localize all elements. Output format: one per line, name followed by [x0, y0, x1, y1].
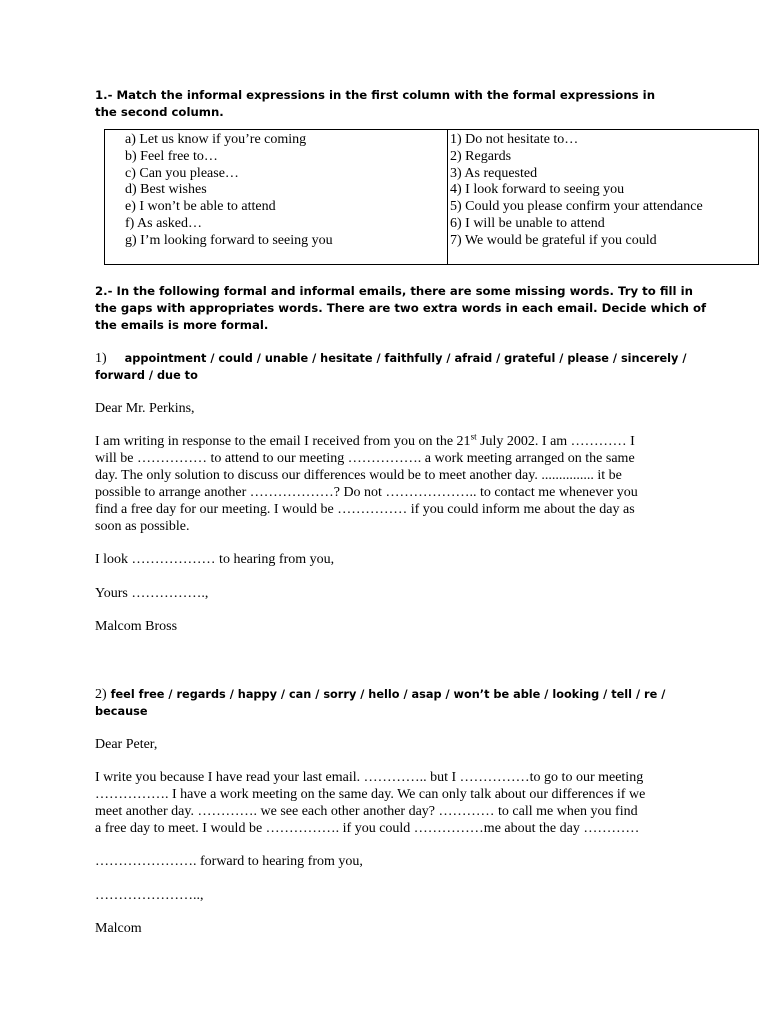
email2-word-list: feel free / regards / happy / can / sorry / hello / asap / won’t be able / looking / tell / re /: [110, 688, 666, 701]
formal-item-2: 2) Regards: [450, 148, 512, 164]
ordinal-suffix: st: [470, 431, 477, 442]
matching-table: [104, 129, 759, 265]
email1-body-line1: I am writing in response to the email I received from you on the 21st July 2002. I am ………… I: [95, 431, 635, 449]
informal-item-a: a) Let us know if you’re coming: [125, 132, 307, 147]
email1-word-list-line1: [95, 350, 686, 367]
email2-closing-line: …………………. forward to hearing from you,: [95, 854, 363, 869]
email1-word-list-line2: forward / due to: [95, 369, 198, 382]
email1-number: 1): [95, 351, 107, 366]
exercise1-title-line2: the second column.: [95, 105, 224, 119]
informal-item-g: g) I’m looking forward to seeing you: [125, 232, 333, 248]
email1-word-list: appointment / could / unable / hesitate / faithfully / afraid / grateful / please / sincerely /: [124, 352, 687, 365]
email1-closing-line: I look ……………… to hearing from you,: [95, 552, 335, 567]
informal-column: [105, 130, 448, 265]
email2-number: 2): [95, 687, 107, 702]
email2-sign-off: …………………..,: [95, 888, 204, 903]
informal-item-b: b) Feel free to…: [125, 148, 218, 164]
email1-body-line5: find a free day for our meeting. I would be …………… if you could inform me about the day as: [95, 502, 635, 517]
email1-sign-off: Yours …………….,: [95, 586, 209, 601]
informal-item-d: d) Best wishes: [125, 182, 207, 198]
email2-word-list-line1: [95, 686, 665, 703]
email2-body-line2: ……………. I have a work meeting on the same day. We can only talk about our differences if we: [95, 787, 646, 802]
formal-item-5: 5) Could you please confirm your attendance: [450, 199, 703, 215]
formal-item-4: 4) I look forward to seeing you: [450, 182, 625, 198]
formal-item-6: 6) I will be unable to attend: [450, 215, 605, 231]
email2-signature: Malcom: [95, 921, 142, 936]
formal-item-1: 1) Do not hesitate to…: [450, 132, 579, 147]
informal-item-e: e) I won’t be able to attend: [125, 199, 276, 215]
email1-body-line3: day. The only solution to discuss our differences would be to meet another day. ............... it be: [95, 468, 622, 483]
exercise2-title-line2: the gaps with appropriates words. There are two extra words in each email. Decide which of: [95, 301, 707, 315]
email2-word-list-line2: because: [95, 705, 148, 718]
exercise1-title-line1: 1.- Match the informal expressions in the first column with the formal expressions in: [95, 88, 656, 102]
email1-body-line4: possible to arrange another ………………? Do not ……………….. to contact me whenever you: [95, 485, 638, 500]
email2-body-line3: meet another day. …………. we see each other another day? ………… to call me when you find: [95, 804, 638, 819]
email1-body-line6: soon as possible.: [95, 519, 190, 534]
exercise2-title-line1: 2.- In the following formal and informal emails, there are some missing words. Try to fill in: [95, 284, 693, 298]
email2-body-line1: I write you because I have read your last email. ………….. but I ……………to go to our meeting: [95, 770, 644, 785]
formal-column: [448, 130, 759, 265]
email1-signature: Malcom Bross: [95, 619, 178, 634]
email2-greeting: Dear Peter,: [95, 737, 158, 752]
informal-item-c: c) Can you please…: [125, 165, 239, 181]
formal-item-3: 3) As requested: [450, 165, 538, 181]
informal-item-f: f) As asked…: [125, 215, 202, 231]
exercise2-title-line3: the emails is more formal.: [95, 318, 269, 332]
email1-body-line2: will be …………… to attend to our meeting ……………. a work meeting arranged on the same: [95, 451, 635, 466]
email2-body-line4: a free day to meet. I would be ……………. if you could ……………me about the day …………: [95, 821, 640, 836]
formal-item-7: 7) We would be grateful if you could: [450, 232, 657, 248]
email1-greeting: Dear Mr. Perkins,: [95, 401, 195, 416]
